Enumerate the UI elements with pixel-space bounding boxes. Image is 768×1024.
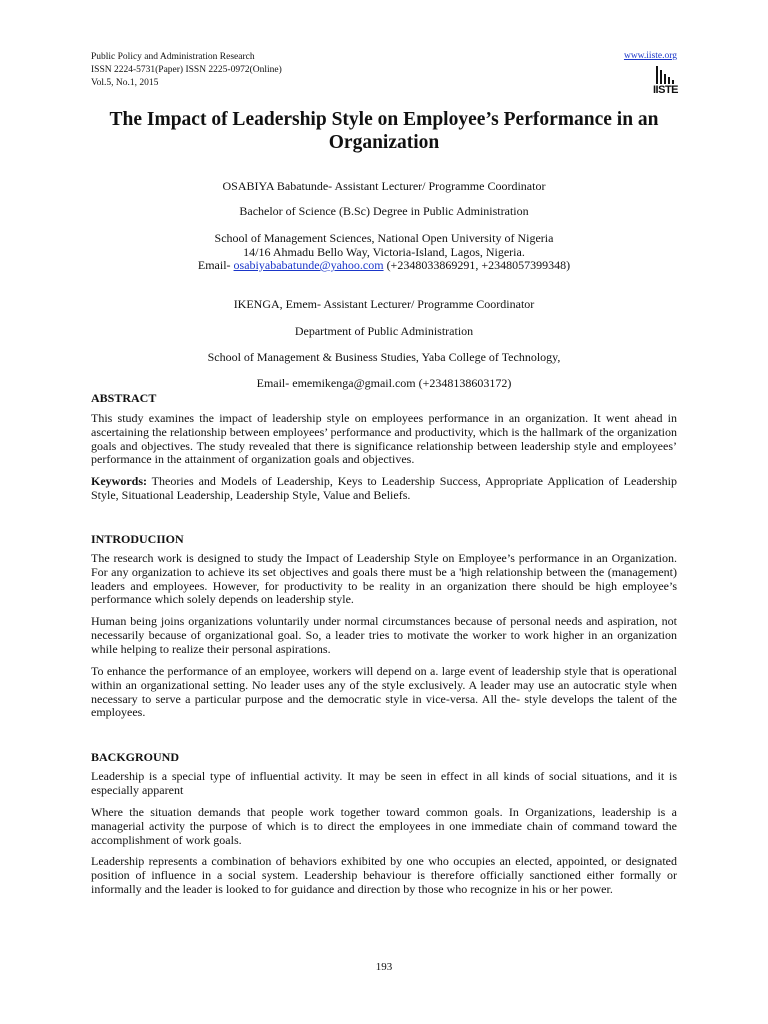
journal-header-right (624, 50, 677, 101)
keywords-label: Keywords: (91, 474, 147, 488)
author1-email-link[interactable]: osabiyababatunde@yahoo.com (233, 258, 384, 272)
website-link[interactable]: www.iiste.org (623, 51, 677, 61)
background-paragraph-2: Where the situation demands that people work together toward common goals. In Organizations, leadership is a managerial activity the purpose of which is to direct the employees in one immediate chain of command toward the accomplishment of work goals. (91, 805, 677, 847)
introduction-heading: INTRODUCIION (91, 532, 184, 546)
author2-name: IKENGA, Emem- Assistant Lecturer/ Programme Coordinator (233, 297, 535, 311)
introduction-paragraph-1: The research work is designed to study the Impact of Leadership Style on Employee’s performance in an Organization. For any organization to achieve its set objectives and goals there must be a 'high relationship between the (management) leaders and employees. However, for productivity to be reality in an organization there should be high employee’s performance which solely depends on leadership style. (91, 551, 677, 607)
journal-name: Public Policy and Administration Research (91, 52, 255, 62)
journal-header (91, 51, 282, 90)
author1-address: 14/16 Ahmadu Bello Way, Victoria-Island, Lagos, Nigeria. (243, 245, 525, 259)
author1-degree: Bachelor of Science (B.Sc) Degree in Public Administration (239, 204, 529, 218)
paper-title: The Impact of Leadership Style on Employee’s Performance in an Organization (109, 109, 659, 153)
author1-affiliation: School of Management Sciences, National Open University of Nigeria (214, 231, 554, 245)
background-paragraph-3: Leadership represents a combination of behaviors exhibited by one who occupies an elected, appointed, or designated position of influence in a social system. Leadership behaviour is therefore officially sanctioned either formally or informally and the leader is looked to for guidance and direction by those who recognize in his or her power. (91, 854, 677, 896)
author1-name: OSABIYA Babatunde- Assistant Lecturer/ Programme Coordinator (222, 179, 546, 193)
introduction-paragraph-2: Human being joins organizations voluntarily under normal circumstances because of personal needs and aspiration, not necessarily because of organizational goal. So, a leader tries to motivate the worker to work higher in an organization while helping to realize their personal aspirations. (91, 614, 677, 656)
keywords-text: Theories and Models of Leadership, Keys to Leadership Success, Appropriate Application of Leadership Style, Situational Leadership, Leadership Style, Value and Beliefs. (91, 474, 677, 502)
logo-text: IISTE (653, 84, 679, 96)
volume-line: Vol.5, No.1, 2015 (91, 78, 159, 88)
author2-affiliation: School of Management & Business Studies, Yaba College of Technology, (207, 350, 561, 364)
author1-email-line (70, 258, 698, 272)
introduction-paragraph-3: To enhance the performance of an employee, workers will depend on a. large event of leadership style that is operational within an organizational setting. No leader uses any of the style exclusively. A leader may use an autocratic style when necessary to serve a particular purpose and the democratic style in vice-versa. All the- style develops the talent of the employees. (91, 664, 677, 720)
author2-email-line: Email- ememikenga@gmail.com (+2348138603172) (256, 376, 512, 390)
iiste-logo (653, 66, 677, 96)
email-prefix: Email- (197, 258, 234, 272)
issn-line: ISSN 2224-5731(Paper) ISSN 2225-0972(Online) (91, 65, 282, 75)
background-heading: BACKGROUND (91, 750, 180, 764)
abstract-heading: ABSTRACT (91, 391, 157, 405)
background-paragraph-1: Leadership is a special type of influential activity. It may be seen in effect in all kinds of social situations, and it is especially apparent (91, 769, 677, 797)
page-number: 193 (375, 961, 393, 973)
keywords (91, 475, 677, 503)
abstract-text: This study examines the impact of leadership style on employees performance in an organization. It went ahead in ascertaining the relationship between employees’ performance and productivity, which is the hallmark of the organization goals and objectives. The study revealed that there is significance relationship between leadership style and employees’ performance in the attainment of organization goals and objectives. (91, 411, 677, 467)
author2-department: Department of Public Administration (294, 324, 474, 338)
author1-phones: (+2348033869291, +2348057399348) (383, 258, 571, 272)
